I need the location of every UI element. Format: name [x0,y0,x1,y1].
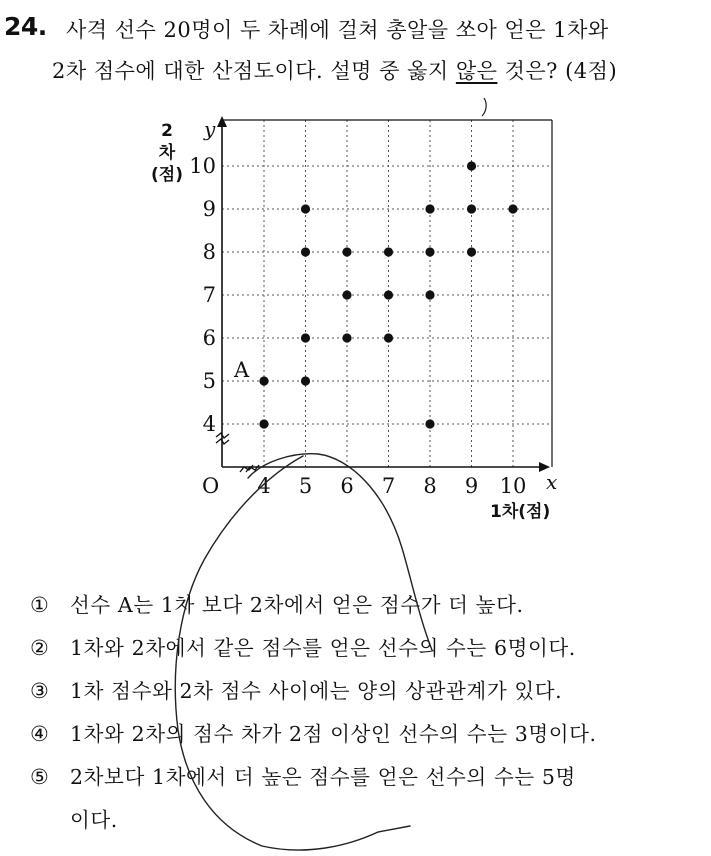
x-tick-label: 4 [257,474,271,498]
x-axis-label: 1차(점) [490,502,551,522]
x-axis-symbol: x [546,470,558,494]
data-point [508,204,517,213]
data-point [384,290,393,299]
x-tick-label: 7 [381,474,396,498]
data-point [342,333,351,342]
data-point [467,247,476,256]
option-text: 1차와 2차에서 같은 점수를 얻은 선수의 수는 6명이다. [70,636,576,660]
option-marker: ④ [30,722,50,746]
y-tick-label: 7 [202,283,216,307]
data-point [301,204,310,213]
option-text: 1차 점수와 2차 점수 사이에는 양의 상관관계가 있다. [70,679,563,703]
y-tick-label: 4 [202,412,216,436]
x-tick-label: 9 [464,474,479,498]
y-axis-label-line: 2 [161,121,173,141]
option-4[interactable] [30,717,597,760]
y-axis-label-line: 차 [158,143,176,163]
y-tick-label: 9 [202,197,216,221]
data-point [425,204,434,213]
point-annotation-label: A [234,358,250,382]
x-axis-break-mark [240,465,259,472]
option-text: 2차보다 1차에서 더 높은 점수를 얻은 선수의 수는 5명 [70,765,576,789]
option-2[interactable] [30,631,597,674]
option-5[interactable] [30,760,597,803]
option-text: 1차와 2차의 점수 차가 2점 이상인 선수의 수는 3명이다. [70,722,597,746]
data-point [259,376,268,385]
y-tick-label: 6 [202,326,216,350]
data-point [259,419,268,428]
option-marker: ③ [30,679,50,703]
option-text-continuation: 이다. [70,808,118,832]
data-point [384,333,393,342]
origin-label: O [202,474,220,498]
option-marker: ⑤ [30,765,50,789]
question-line-1: 사격 선수 20명이 두 차례에 걸쳐 총알을 쏘아 얻은 1차와 [66,18,609,42]
question-line-2-post: 것은? (4점) [497,59,618,83]
x-tick-label: 5 [298,474,313,498]
option-5-continuation [30,803,597,846]
x-tick-label: 10 [499,474,527,498]
data-point [342,290,351,299]
y-axis-arrow [217,116,227,127]
y-tick-label: 5 [202,369,216,393]
data-point [342,247,351,256]
option-marker: ① [30,593,50,617]
y-axis-label-line: (점) [151,165,183,185]
question-number: 24. [4,12,47,41]
y-tick-label: 10 [189,154,216,178]
answer-options [30,588,597,846]
option-3[interactable] [30,674,597,717]
y-axis-symbol: y [204,117,216,141]
data-point [301,376,310,385]
x-tick-label: 6 [340,474,354,498]
data-point [467,161,476,170]
data-point [384,247,393,256]
question-line-2-pre: 2차 점수에 대한 산점도이다. 설명 중 옳지 [52,59,456,83]
data-point [467,204,476,213]
option-marker: ② [30,636,50,660]
x-tick-label: 8 [423,474,437,498]
y-axis-label [142,120,192,186]
option-1[interactable] [30,588,597,631]
data-point [425,419,434,428]
y-tick-label: 8 [202,240,216,264]
data-point [425,247,434,256]
data-point [301,247,310,256]
question-underlined-word: 않은 [455,59,498,83]
option-text: 선수 A는 1차 보다 2차에서 얻은 점수가 더 높다. [70,593,524,617]
data-point [425,290,434,299]
data-point [301,333,310,342]
